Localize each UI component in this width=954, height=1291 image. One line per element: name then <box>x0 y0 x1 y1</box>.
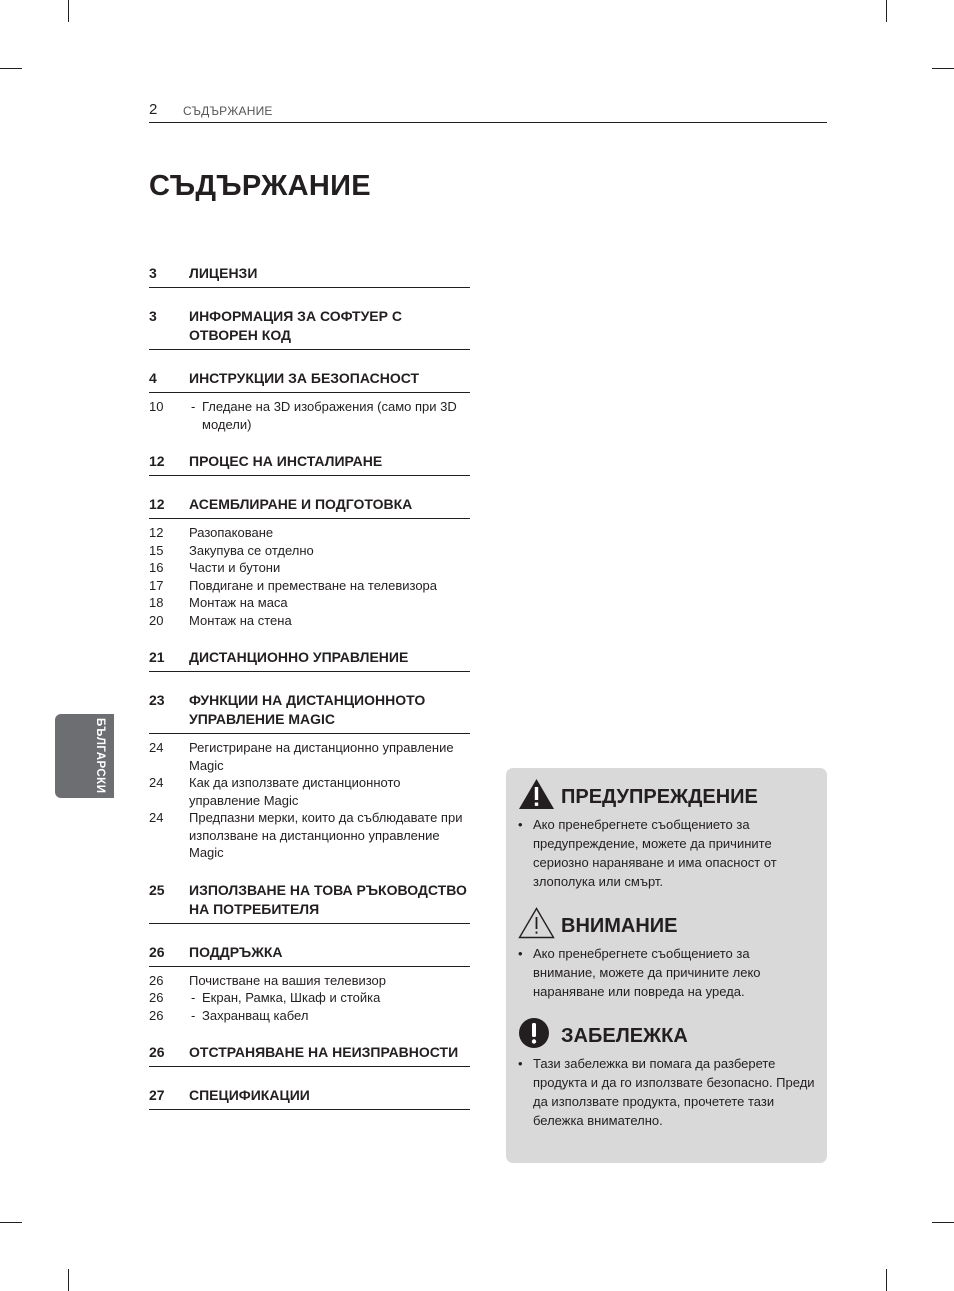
notice-heading <box>518 1015 815 1049</box>
warning-triangle-filled-icon <box>518 778 555 810</box>
toc-subentry-dash: - <box>191 399 196 414</box>
toc-subentry-page: 26 <box>149 1007 164 1023</box>
toc-entry-title: ФУНКЦИИ НА ДИСТАНЦИОННОТО УПРАВЛЕНИЕ MAGIC <box>189 692 426 727</box>
toc-subentry-page: 16 <box>149 560 164 575</box>
toc-section <box>149 306 470 350</box>
notice-block <box>518 1015 815 1130</box>
toc-subentries <box>149 736 470 862</box>
toc-section <box>149 880 470 924</box>
toc-subentry[interactable] <box>149 398 470 433</box>
running-header <box>149 100 827 123</box>
toc-subentry-page: 15 <box>149 542 164 558</box>
toc-subentry-page: 26 <box>149 972 164 988</box>
notice-text: Ако пренебрегнете съобщението за предупреждение, можете да причините сериозно нараняване и има опасност от злополука или смърт. <box>533 817 777 889</box>
toc-subentry-title: Закупува се отделно <box>189 542 314 558</box>
toc-entry-page: 26 <box>149 1044 165 1060</box>
toc-entry[interactable] <box>149 1085 470 1110</box>
toc-section <box>149 451 470 476</box>
toc-section <box>149 1042 470 1067</box>
page-number: 2 <box>149 101 158 118</box>
toc-subentry-dash: - <box>191 1007 196 1023</box>
toc-subentry-title: Захранващ кабел <box>202 1007 309 1023</box>
toc-subentry-title: Повдигане и преместване на телевизора <box>189 577 438 593</box>
toc-entry[interactable] <box>149 263 470 288</box>
toc-subentry-page: 24 <box>149 775 164 790</box>
toc-subentry[interactable] <box>149 774 470 809</box>
notice-bullet-item <box>518 1054 815 1130</box>
toc-entry[interactable] <box>149 942 470 967</box>
toc-entry-page: 12 <box>149 496 165 512</box>
toc-entry-page: 3 <box>149 265 157 281</box>
toc-section <box>149 368 470 433</box>
toc-subentry[interactable] <box>149 809 470 862</box>
toc-subentry-title: Части и бутони <box>189 560 281 575</box>
crop-mark-bottom-right-h <box>932 1222 954 1223</box>
notice-legend-box <box>506 768 827 1163</box>
toc-subentry-page: 18 <box>149 595 164 610</box>
toc-subentry-title: Предпазни мерки, които да съблюдавате при използване на дистанционно управление Magic <box>189 810 463 860</box>
toc-subentry[interactable] <box>149 594 470 612</box>
toc-subentry-title: Монтаж на маса <box>189 595 288 610</box>
crop-mark-top-right <box>886 0 887 22</box>
toc-section <box>149 263 470 288</box>
toc-subentry[interactable] <box>149 972 470 990</box>
toc-subentry[interactable] <box>149 577 470 595</box>
toc-subentry[interactable] <box>149 559 470 577</box>
notice-title: ПРЕДУПРЕЖДЕНИЕ <box>561 786 758 808</box>
toc-entry-page: 12 <box>149 453 165 469</box>
toc-entry-page: 25 <box>149 881 165 898</box>
toc-section <box>149 942 470 1025</box>
toc-subentry-title: Екран, Рамка, Шкаф и стойка <box>202 990 381 1005</box>
toc-entry[interactable] <box>149 1042 470 1067</box>
notice-bullet-item <box>518 815 815 891</box>
table-of-contents <box>149 263 470 1128</box>
note-exclamation-circle-icon <box>518 1017 555 1049</box>
toc-subentry[interactable] <box>149 739 470 774</box>
toc-subentry[interactable] <box>149 524 470 542</box>
toc-entry-title: АСЕМБЛИРАНЕ И ПОДГОТОВКА <box>189 496 413 512</box>
crop-mark-top-right-h <box>932 68 954 69</box>
notice-title: ВНИМАНИЕ <box>561 915 678 937</box>
toc-entry-title: ОТСТРАНЯВАНЕ НА НЕИЗПРАВНОСТИ <box>189 1044 459 1060</box>
notice-heading <box>518 905 815 939</box>
toc-subentries <box>149 395 470 433</box>
toc-entry[interactable] <box>149 880 470 924</box>
toc-entry-page: 21 <box>149 649 165 665</box>
notice-bullet-item <box>518 944 815 1001</box>
toc-subentry-dash: - <box>191 990 196 1005</box>
toc-subentries <box>149 521 470 629</box>
bullet: • <box>518 946 523 961</box>
toc-subentry[interactable] <box>149 1007 470 1025</box>
toc-entry-page: 4 <box>149 370 157 386</box>
toc-subentry-title: Почистване на вашия телевизор <box>189 972 387 988</box>
toc-entry-title: ИНФОРМАЦИЯ ЗА СОФТУЕР С ОТВОРЕН КОД <box>189 308 402 343</box>
toc-section <box>149 1085 470 1110</box>
toc-section <box>149 494 470 629</box>
toc-entry-title: ПОДДРЪЖКА <box>189 943 283 960</box>
toc-subentries <box>149 969 470 1025</box>
toc-entry-page: 26 <box>149 943 165 960</box>
toc-subentry-title: Разопаковане <box>189 525 274 540</box>
toc-subentry-page: 24 <box>149 740 164 755</box>
crop-mark-bottom-right <box>886 1269 887 1291</box>
crop-mark-top-left-h <box>0 68 22 69</box>
bullet: • <box>518 1056 523 1071</box>
crop-mark-bottom-left <box>68 1269 69 1291</box>
notice-text: Ако пренебрегнете съобщението за внимание, можете да причините леко нараняване или повреда на уреда. <box>533 946 761 999</box>
header-section-title: СЪДЪРЖАНИЕ <box>183 104 273 118</box>
notice-block <box>518 905 815 1001</box>
toc-entry-title: ИНСТРУКЦИИ ЗА БЕЗОПАСНОСТ <box>189 370 420 386</box>
toc-subentry[interactable] <box>149 989 470 1007</box>
notice-heading <box>518 776 815 810</box>
toc-subentry-title: Как да използвате дистанционното управление Magic <box>189 775 401 808</box>
toc-entry[interactable] <box>149 494 470 519</box>
toc-subentry[interactable] <box>149 542 470 560</box>
crop-mark-top-left <box>68 0 69 22</box>
toc-entry-title: ЛИЦЕНЗИ <box>189 265 258 281</box>
caution-triangle-outline-icon <box>518 907 555 939</box>
toc-subentry-page: 10 <box>149 399 164 414</box>
page-title: СЪДЪРЖАНИЕ <box>149 170 371 202</box>
toc-subentry-page: 17 <box>149 577 164 593</box>
toc-entry[interactable] <box>149 368 470 393</box>
toc-entry[interactable] <box>149 306 470 350</box>
toc-subentry-title: Регистриране на дистанционно управление Magic <box>189 740 454 773</box>
bullet: • <box>518 817 523 832</box>
language-tab-label: БЪЛГАРСКИ <box>94 718 106 794</box>
toc-subentry-title: Монтаж на стена <box>189 612 292 628</box>
notice-block <box>518 776 815 891</box>
toc-entry-page: 27 <box>149 1087 165 1103</box>
toc-subentry[interactable] <box>149 612 470 630</box>
toc-subentry-page: 20 <box>149 612 164 628</box>
toc-subentry-page: 12 <box>149 525 164 540</box>
toc-subentry-title: Гледане на 3D изображения (само при 3D модели) <box>202 399 457 432</box>
toc-subentry-page: 24 <box>149 810 164 825</box>
notice-title: ЗАБЕЛЕЖКА <box>561 1025 688 1047</box>
toc-entry-title: ПРОЦЕС НА ИНСТАЛИРАНЕ <box>189 453 383 469</box>
crop-mark-bottom-left-h <box>0 1222 22 1223</box>
language-side-tab <box>55 714 114 798</box>
toc-entry[interactable] <box>149 451 470 476</box>
toc-entry-page: 3 <box>149 308 157 324</box>
toc-entry[interactable] <box>149 690 470 734</box>
toc-section <box>149 647 470 672</box>
toc-entry[interactable] <box>149 647 470 672</box>
toc-subentry-page: 26 <box>149 990 164 1005</box>
toc-entry-title: ДИСТАНЦИОННО УПРАВЛЕНИЕ <box>189 649 409 665</box>
notice-text: Тази забележка ви помага да разберете продукта и да го използвате безопасно. Преди да използвате продукта, прочетете тази бележка внимателно. <box>533 1056 815 1128</box>
toc-entry-page: 23 <box>149 692 165 708</box>
toc-section <box>149 690 470 862</box>
toc-entry-title: ИЗПОЛЗВАНЕ НА ТОВА РЪКОВОДСТВО НА ПОТРЕБИТЕЛЯ <box>189 881 467 917</box>
toc-entry-title: СПЕЦИФИКАЦИИ <box>189 1087 310 1103</box>
